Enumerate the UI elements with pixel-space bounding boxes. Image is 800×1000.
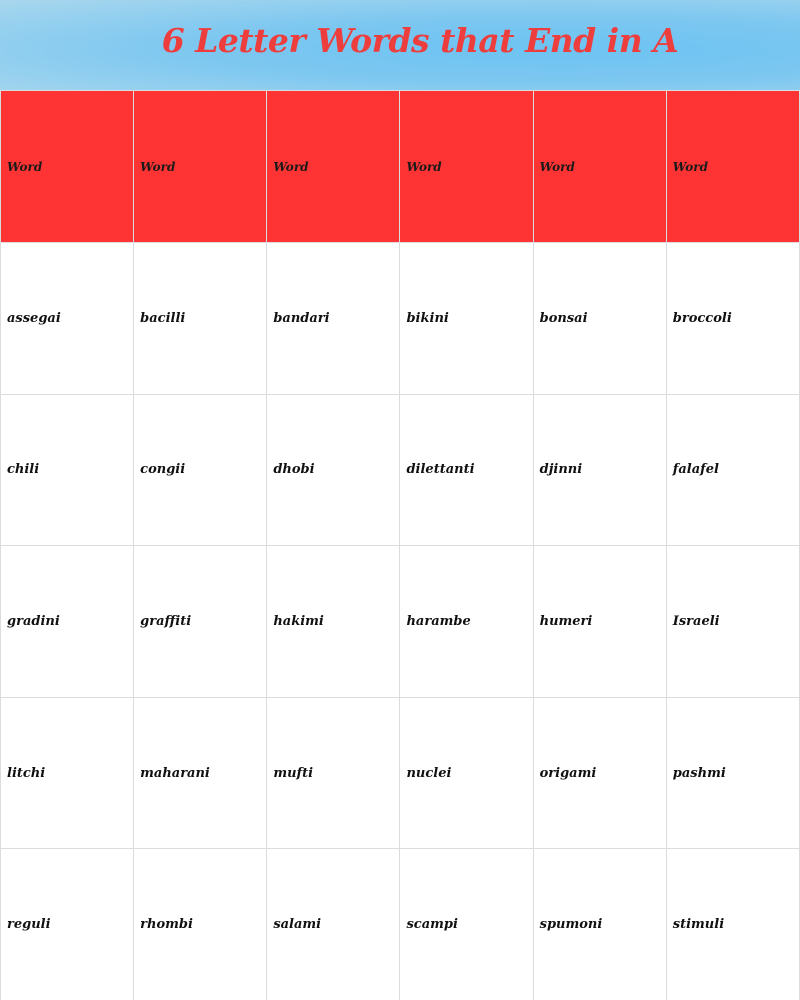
column-header: Word [267,91,400,243]
word-cell: rhombi [134,849,267,1000]
word-cell: pashmi [666,697,799,849]
word-cell: dilettanti [400,394,533,546]
word-cell: scampi [400,849,533,1000]
table-row [1,697,800,849]
word-cell: Israeli [666,546,799,698]
word-cell: bonsai [533,243,666,395]
word-cell: salami [267,849,400,1000]
word-cell: bacilli [134,243,267,395]
word-cell: gradini [1,546,134,698]
word-cell: spumoni [533,849,666,1000]
word-cell: broccoli [666,243,799,395]
column-header: Word [533,91,666,243]
header-row [1,91,800,243]
word-cell: stimuli [666,849,799,1000]
word-cell: mufti [267,697,400,849]
word-cell: harambe [400,546,533,698]
column-header: Word [400,91,533,243]
word-cell: chili [1,394,134,546]
table-row [1,394,800,546]
table-row [1,243,800,395]
column-header: Word [666,91,799,243]
word-cell: djinni [533,394,666,546]
word-cell: hakimi [267,546,400,698]
word-cell: humeri [533,546,666,698]
word-table [0,90,800,1000]
table-row [1,546,800,698]
word-cell: origami [533,697,666,849]
word-cell: falafel [666,394,799,546]
word-cell: dhobi [267,394,400,546]
table-row [1,849,800,1000]
column-header: Word [1,91,134,243]
word-cell: graffiti [134,546,267,698]
column-header: Word [134,91,267,243]
word-cell: litchi [1,697,134,849]
word-cell: congii [134,394,267,546]
word-cell: bikini [400,243,533,395]
word-cell: assegai [1,243,134,395]
word-cell: maharani [134,697,267,849]
page-title: 6 Letter Words that End in A [161,21,679,60]
title-banner [0,0,800,90]
word-cell: bandari [267,243,400,395]
word-cell: nuclei [400,697,533,849]
word-cell: reguli [1,849,134,1000]
